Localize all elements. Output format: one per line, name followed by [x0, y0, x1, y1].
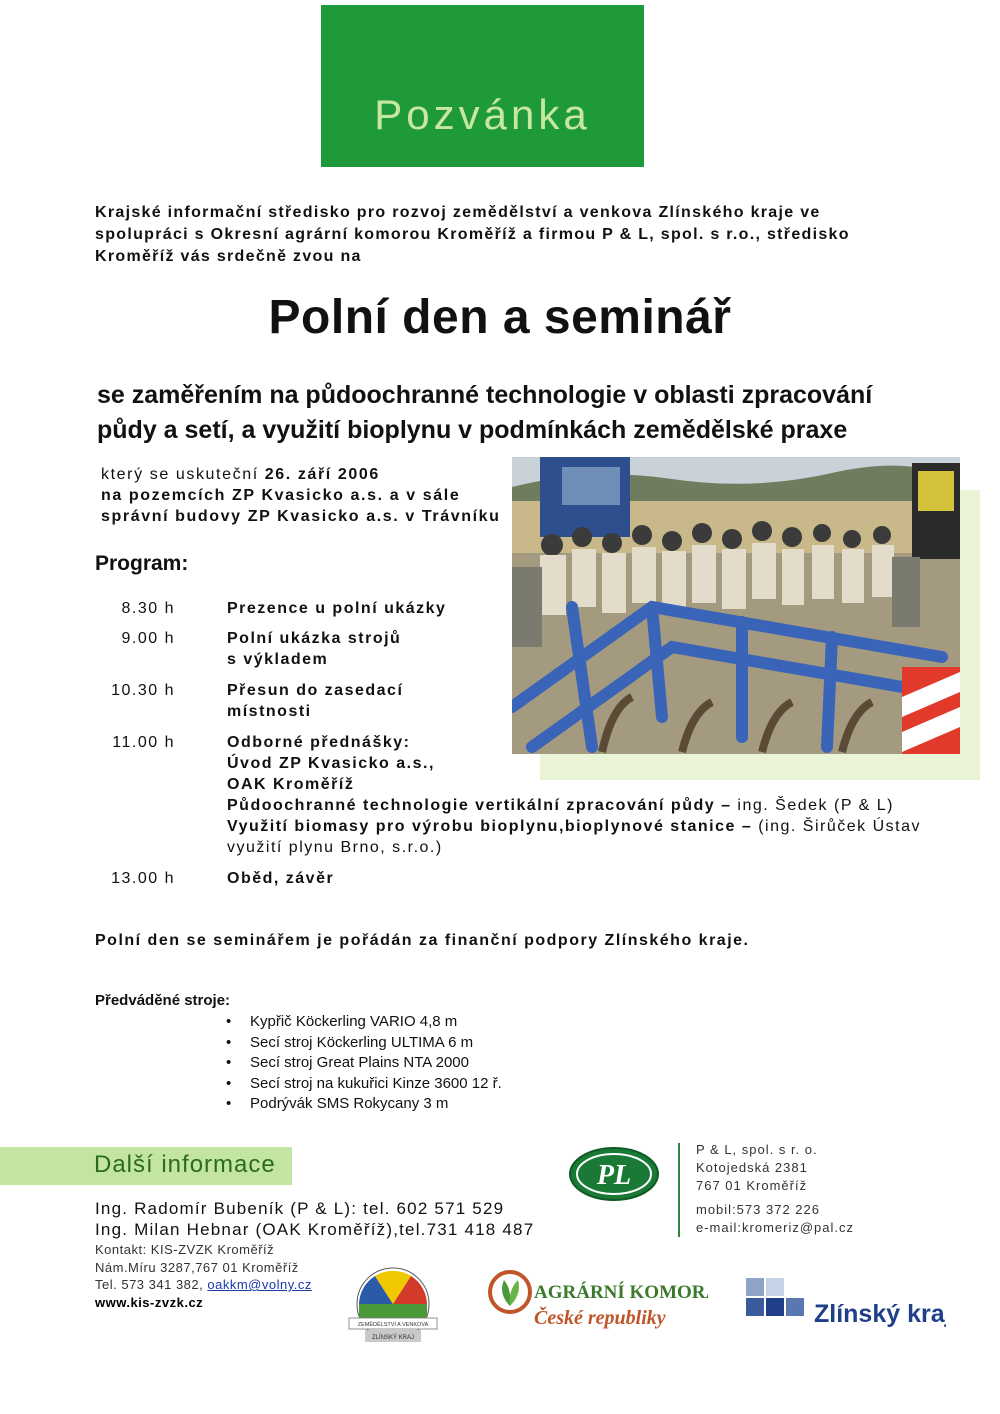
- machine-name: Secí stroj Great Plains NTA 2000: [250, 1054, 469, 1071]
- agrarni-komora-logo: [488, 1268, 708, 1339]
- machine-name: Podrývák SMS Rokycany 3 m: [250, 1095, 449, 1112]
- intro-paragraph: [95, 202, 895, 268]
- kis-logo-line1: ZEMĚDĚLSTVÍ A VENKOVA: [357, 1322, 429, 1328]
- program-line: s výkladem: [227, 651, 329, 668]
- intro-line: spolupráci s Okresní agrární komorou Kroměříž a firmou P & L, spol. s r.o., středisko: [95, 226, 850, 243]
- program-heading: Program:: [95, 552, 189, 575]
- more-info-bar: [0, 1147, 292, 1185]
- banner-title: Pozvánka: [374, 91, 591, 138]
- contact-line: Ing. Milan Hebnar (OAK Kroměříž),tel.731 418 487: [95, 1220, 535, 1239]
- event-location-line: na pozemcích ZP Kvasicko a.s. a v sále: [101, 487, 461, 504]
- list-item: [226, 1053, 502, 1074]
- lecture-title: Využití biomasy pro výrobu bioplynu,bioplynové stanice –: [227, 818, 753, 835]
- event-details: [101, 464, 501, 527]
- company-email: e-mail:kromeriz@pal.cz: [696, 1220, 854, 1235]
- bullet-icon: •: [226, 1013, 232, 1030]
- program-desc: [227, 628, 401, 670]
- more-info-title: Další informace: [94, 1151, 276, 1178]
- agrarni-line2: České republiky: [534, 1307, 666, 1329]
- bullet-icon: •: [226, 1095, 232, 1112]
- machine-name: Kypřič Köckerling VARIO 4,8 m: [250, 1013, 458, 1030]
- machine-name: Secí stroj na kukuřici Kinze 3600 12 ř.: [250, 1074, 502, 1092]
- company-city: 767 01 Kroměříž: [696, 1178, 808, 1193]
- zlinsky-kraj-logo: [746, 1278, 946, 1335]
- bullet-icon: •: [226, 1074, 232, 1092]
- program-line: místnosti: [227, 703, 312, 720]
- subtitle-line: půdy a setí, a využití bioplynu v podmínkách zemědělské praxe: [97, 416, 848, 444]
- machines-heading: Předváděné stroje:: [95, 992, 231, 1009]
- bullet-icon: •: [226, 1033, 232, 1051]
- kis-logo: [345, 1266, 441, 1349]
- lecture-line: [227, 795, 921, 816]
- kis-contact: [95, 1241, 312, 1311]
- program-line: Úvod ZP Kvasicko a.s.,: [227, 755, 435, 772]
- contact-line: Ing. Radomír Bubeník (P & L): tel. 602 571 529: [95, 1199, 505, 1218]
- company-mobile: mobil:573 372 226: [696, 1202, 820, 1217]
- program-time: 9.00 h: [121, 630, 175, 647]
- funding-note: Polní den se seminářem je pořádán za finanční podpory Zlínského kraje.: [95, 932, 750, 949]
- program-desc: [227, 732, 921, 858]
- list-item: [226, 1033, 502, 1054]
- event-date-line: [101, 464, 501, 485]
- lecture-speaker: (ing. Širůček Ústav: [752, 818, 921, 835]
- company-name: P & L, spol. s r. o.: [696, 1142, 818, 1157]
- pl-logo: [568, 1146, 660, 1207]
- field-day-photo: [512, 457, 960, 754]
- zlinsky-text: Zlínský kraj: [814, 1300, 946, 1328]
- agrarni-line1: AGRÁRNÍ KOMORA: [534, 1282, 708, 1303]
- email-link[interactable]: oakkm@volny.cz: [207, 1277, 312, 1292]
- pl-logo-text: PL: [596, 1160, 632, 1191]
- divider: [678, 1143, 680, 1237]
- kis-logo-line2: ZLÍNSKÝ KRAJ: [371, 1335, 415, 1341]
- event-subtitle: [97, 378, 917, 448]
- intro-line: Krajské informační středisko pro rozvoj zemědělství a venkova Zlínského kraje ve: [95, 204, 821, 221]
- program-line: Přesun do zasedací: [227, 682, 404, 699]
- program-desc: [227, 868, 334, 889]
- event-title: Polní den a seminář: [268, 291, 732, 344]
- company-street: Kotojedská 2381: [696, 1160, 808, 1175]
- bullet-icon: •: [226, 1054, 232, 1071]
- program-line: OAK Kroměříž: [227, 776, 355, 793]
- event-date-prefix: který se uskuteční: [101, 466, 265, 483]
- intro-line: Kroměříž vás srdečně zvou na: [95, 248, 362, 265]
- machines-list: [226, 1012, 502, 1115]
- event-location-line: správní budovy ZP Kvasicko a.s. v Trávníku: [101, 508, 501, 525]
- program-line: Oběd, závěr: [227, 870, 335, 887]
- header-banner: [321, 5, 644, 167]
- machine-name: Secí stroj Köckerling ULTIMA 6 m: [250, 1033, 474, 1051]
- lecture-line: využití plynu Brno, s.r.o.): [227, 839, 443, 856]
- subtitle-line: se zaměřením na půdoochranné technologie v oblasti zpracování: [97, 381, 873, 409]
- lecture-title: Půdoochranné technologie vertikální zpracování půdy –: [227, 797, 732, 814]
- lecture-line: [227, 816, 921, 837]
- program-time: 10.30 h: [111, 682, 175, 699]
- program-time: 8.30 h: [121, 600, 175, 617]
- lecture-speaker: ing. Šedek (P & L): [731, 797, 894, 814]
- kis-line: [95, 1276, 312, 1294]
- list-item: [226, 1074, 502, 1095]
- list-item: [226, 1094, 502, 1115]
- program-time: 11.00 h: [112, 734, 175, 751]
- event-date: 26. září 2006: [264, 466, 380, 483]
- program-desc: [227, 598, 446, 619]
- website-link[interactable]: www.kis-zvzk.cz: [95, 1294, 204, 1310]
- kis-tel: Tel. 573 341 382,: [95, 1277, 208, 1292]
- program-desc: [227, 680, 403, 722]
- program-line: Prezence u polní ukázky: [227, 600, 447, 617]
- contact-persons: [95, 1198, 534, 1240]
- kis-line: Nám.Míru 3287,767 01 Kroměříž: [95, 1259, 299, 1275]
- program-line: Odborné přednášky:: [227, 734, 411, 751]
- list-item: [226, 1012, 502, 1033]
- pl-address: [696, 1141, 854, 1237]
- kis-line: Kontakt: KIS-ZVZK Kroměříž: [95, 1242, 275, 1257]
- program-time: 13.00 h: [111, 870, 175, 887]
- program-line: Polní ukázka strojů: [227, 630, 402, 647]
